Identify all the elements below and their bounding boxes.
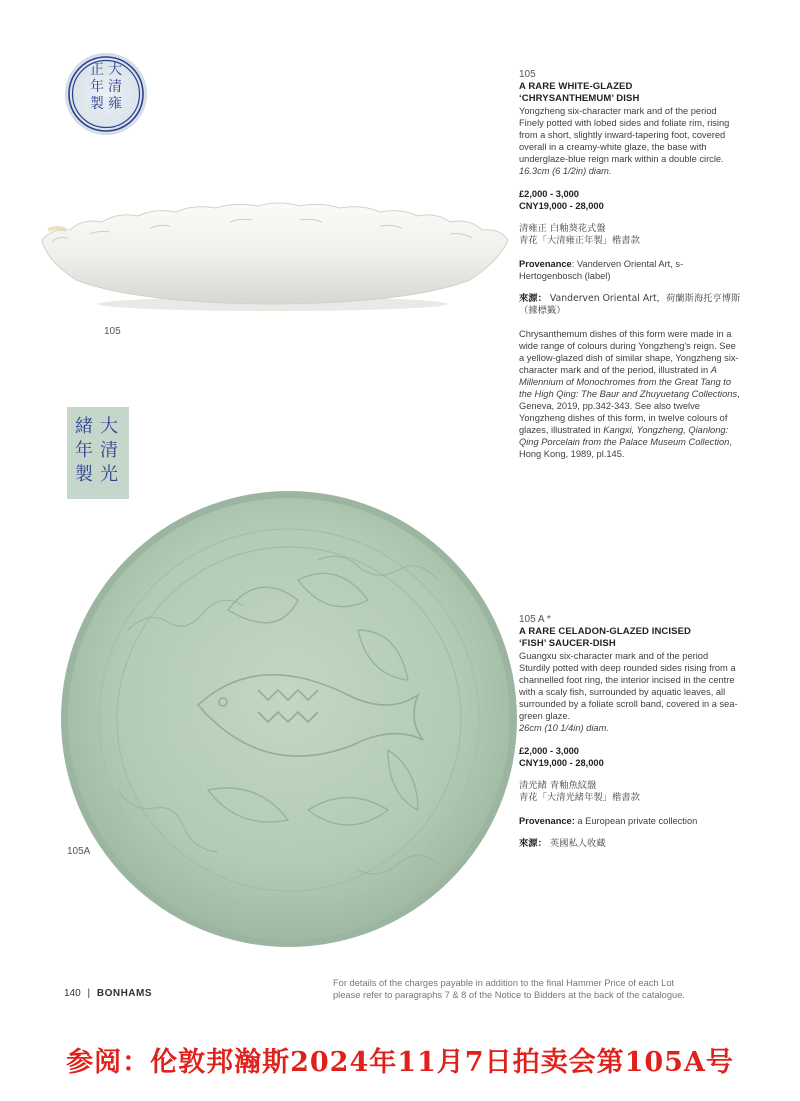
provenance-label: Provenance: bbox=[519, 816, 575, 826]
chinese-provenance-label: 來源： bbox=[519, 293, 547, 304]
estimate-gbp: £2,000 - 3,000 bbox=[519, 189, 579, 199]
provenance-text: a European private collection bbox=[574, 816, 698, 826]
seal-char: 製 bbox=[75, 464, 93, 485]
seal-char: 製 bbox=[90, 96, 104, 112]
lot-title-line2: ‘CHRYSANTHEMUM’ DISH bbox=[519, 93, 640, 104]
estimate-cny: CNY19,000 - 28,000 bbox=[519, 758, 604, 768]
provenance bbox=[519, 815, 741, 827]
seal-char: 年 bbox=[90, 79, 104, 95]
chinese-provenance bbox=[519, 293, 741, 317]
white-chrysanthemum-dish-image bbox=[30, 200, 510, 315]
charges-notice bbox=[333, 977, 763, 1001]
seal-char: 年 bbox=[75, 440, 93, 461]
image-caption-105: 105 bbox=[104, 326, 121, 337]
seal-char: 大 bbox=[100, 416, 118, 437]
essay-text: , Geneva, 2019, pp.342-343. See also twelve Yongzheng dishes of this form, in twelve colours of glazes, illustrated in bbox=[519, 389, 740, 435]
seal-char: 雍 bbox=[108, 96, 122, 112]
seal-char: 光 bbox=[100, 464, 118, 485]
chinese-provenance-text: 英國私人收藏 bbox=[546, 838, 606, 849]
image-caption-105a: 105A bbox=[67, 846, 91, 857]
seal-char: 緒 bbox=[75, 416, 93, 437]
lot-title-line1: A RARE WHITE-GLAZED bbox=[519, 81, 633, 92]
chinese-mark: 青花「大清雍正年製」楷書款 bbox=[519, 235, 640, 246]
lot-number bbox=[519, 614, 741, 626]
page-footer bbox=[64, 988, 152, 999]
estimate-cny: CNY19,000 - 28,000 bbox=[519, 201, 604, 211]
chinese-provenance-text: Vanderven Oriental Art，荷蘭斯海托亨博斯（據標籤） bbox=[519, 293, 741, 316]
provenance-label: Provenance bbox=[519, 259, 572, 269]
brand-name: BONHAMS bbox=[96, 988, 153, 999]
provenance bbox=[519, 258, 741, 282]
object-description: Sturdily potted with deep rounded sides rising from a channelled foot ring, the interior incised in the centre with a scaly fish, surrounded by aquatic leaves, all surrounded by a foliate scroll band, covered in a sea-green glaze. bbox=[519, 663, 738, 721]
chinese-title: 清光緒 青釉魚紋盤 bbox=[519, 780, 597, 791]
celadon-fish-dish-image bbox=[58, 490, 520, 948]
essay-reference: A Millennium of Monochromes from the Great Tang to the High Qing: The Baur and Zhuyuetang Collections bbox=[519, 365, 738, 399]
dimensions: 16.3cm (6 1/2in) diam. bbox=[519, 166, 612, 176]
seal-char: 正 bbox=[90, 62, 104, 78]
seal-char: 大 bbox=[108, 62, 122, 78]
reign-mark-text: Yongzheng six-character mark and of the period bbox=[519, 106, 717, 116]
essay-reference: Kangxi, Yongzheng, Qianlong: Qing Porcelain from the Palace Museum Collection bbox=[519, 425, 730, 447]
lot-star-symbol: * bbox=[546, 614, 551, 625]
notice-line: For details of the charges payable in addition to the final Hammer Price of each Lot bbox=[333, 978, 675, 988]
catalogue-essay bbox=[519, 328, 741, 460]
seal-char: 清 bbox=[100, 440, 118, 461]
chinese-mark: 青花「大清光緒年製」楷書款 bbox=[519, 792, 640, 803]
reign-mark-text: Guangxu six-character mark and of the period bbox=[519, 651, 709, 661]
lot-105-description bbox=[519, 69, 741, 460]
object-description: Finely potted with lobed sides and foliate rim, rising from a short, slightly inward-tapering foot, covered overall in a creamy-white glaze, the base with underglaze-blue reign mark within a double circle. bbox=[519, 118, 730, 164]
chinese-provenance bbox=[519, 838, 741, 850]
lot-number: 105 bbox=[519, 69, 536, 80]
seal-char: 清 bbox=[108, 79, 122, 95]
chinese-provenance-label: 來源： bbox=[519, 838, 547, 849]
lot-title-line1: A RARE CELADON-GLAZED INCISED bbox=[519, 626, 691, 637]
lot-title-line2: ‘FISH’ SAUCER-DISH bbox=[519, 638, 616, 649]
lot-105a-description bbox=[519, 614, 741, 850]
dimensions: 26cm (10 1/4in) diam. bbox=[519, 723, 609, 733]
reference-note: 参阅：伦敦邦瀚斯2024年11月7日拍卖会第105A号 bbox=[66, 1047, 734, 1078]
lot-number-text: 105 A bbox=[519, 614, 545, 625]
notice-line: please refer to paragraphs 7 & 8 of the Notice to Bidders at the back of the catalogue. bbox=[333, 990, 685, 1000]
page-number: 140 bbox=[64, 988, 81, 999]
footer-separator: | bbox=[87, 988, 91, 999]
reign-mark-seal-yongzheng bbox=[64, 52, 148, 136]
estimate-gbp: £2,000 - 3,000 bbox=[519, 746, 579, 756]
provenance-text: : Vanderven Oriental Art, s-Hertogenbosch (label) bbox=[519, 259, 684, 281]
chinese-title: 清雍正 白釉葵花式盤 bbox=[519, 223, 606, 234]
essay-text: Chrysanthemum dishes of this form were made in a wide range of colours during Yongzheng's reign. See a yellow-glazed dish of similar shape, Yongzheng six-character mark and of the period, illustrated in bbox=[519, 329, 739, 375]
essay-text: , Hong Kong, 1989, pl.145. bbox=[519, 437, 732, 459]
